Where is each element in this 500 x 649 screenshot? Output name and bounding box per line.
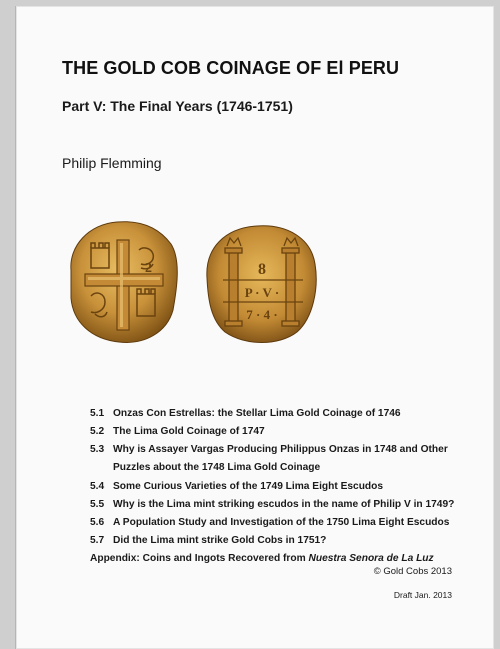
coin-photos xyxy=(61,218,351,348)
document-page xyxy=(15,6,494,649)
toc-item-number: 5.7 xyxy=(90,535,105,546)
reverse-top-legend: 8 xyxy=(258,261,266,278)
table-of-contents xyxy=(90,407,490,570)
draft-date: Draft Jan. 2013 xyxy=(393,590,452,600)
document-subtitle: Part V: The Final Years (1746-1751) xyxy=(62,98,293,114)
toc-item xyxy=(90,407,490,425)
toc-item xyxy=(90,498,490,516)
reverse-middle-legend: P · V · xyxy=(244,285,280,300)
toc-item-number: 5.6 xyxy=(90,517,105,528)
appendix-ship-name: Nuestra Senora de La Luz xyxy=(308,553,434,564)
toc-item-title: Onzas Con Estrellas: the Stellar Lima Gold Coinage of 1746 xyxy=(113,408,401,419)
toc-item-title: The Lima Gold Coinage of 1747 xyxy=(113,426,265,437)
toc-item-title: Some Curious Varieties of the 1749 Lima Eight Escudos xyxy=(113,481,384,492)
toc-item xyxy=(90,534,490,552)
toc-item-title: A Population Study and Investigation of the 1750 Lima Eight Escudos xyxy=(113,517,450,528)
reverse-bottom-legend: 7 · 4 · xyxy=(246,307,278,322)
obverse-denomination: 2 xyxy=(145,261,152,276)
toc-item-continuation xyxy=(90,461,490,480)
copyright-notice: © Gold Cobs 2013 xyxy=(373,566,452,577)
toc-item-number: 5.3 xyxy=(90,444,105,455)
toc-item-number: 5.5 xyxy=(90,499,105,510)
toc-item-title-continued: Puzzles about the 1748 Lima Gold Coinage xyxy=(113,462,321,473)
reverse-coin-image xyxy=(207,226,316,343)
toc-item-number: 5.4 xyxy=(90,481,105,492)
obverse-coin-image xyxy=(71,222,177,343)
toc-item xyxy=(90,443,490,461)
document-title: THE GOLD COB COINAGE OF El PERU xyxy=(62,58,400,78)
toc-item-title: Did the Lima mint strike Gold Cobs in 1751? xyxy=(113,535,327,546)
toc-item-number: 5.2 xyxy=(90,426,105,437)
toc-item-number: 5.1 xyxy=(90,408,105,419)
author-name: Philip Flemming xyxy=(62,155,162,171)
toc-item xyxy=(90,425,490,443)
toc-item xyxy=(90,516,490,534)
toc-item xyxy=(90,480,490,498)
appendix-label: Appendix: Coins and Ingots Recovered from xyxy=(90,553,309,564)
toc-item-title: Why is the Lima mint striking escudos in the name of Philip V in 1749? xyxy=(113,499,455,510)
toc-item-title: Why is Assayer Vargas Producing Philippus Onzas in 1748 and Other xyxy=(113,444,448,455)
